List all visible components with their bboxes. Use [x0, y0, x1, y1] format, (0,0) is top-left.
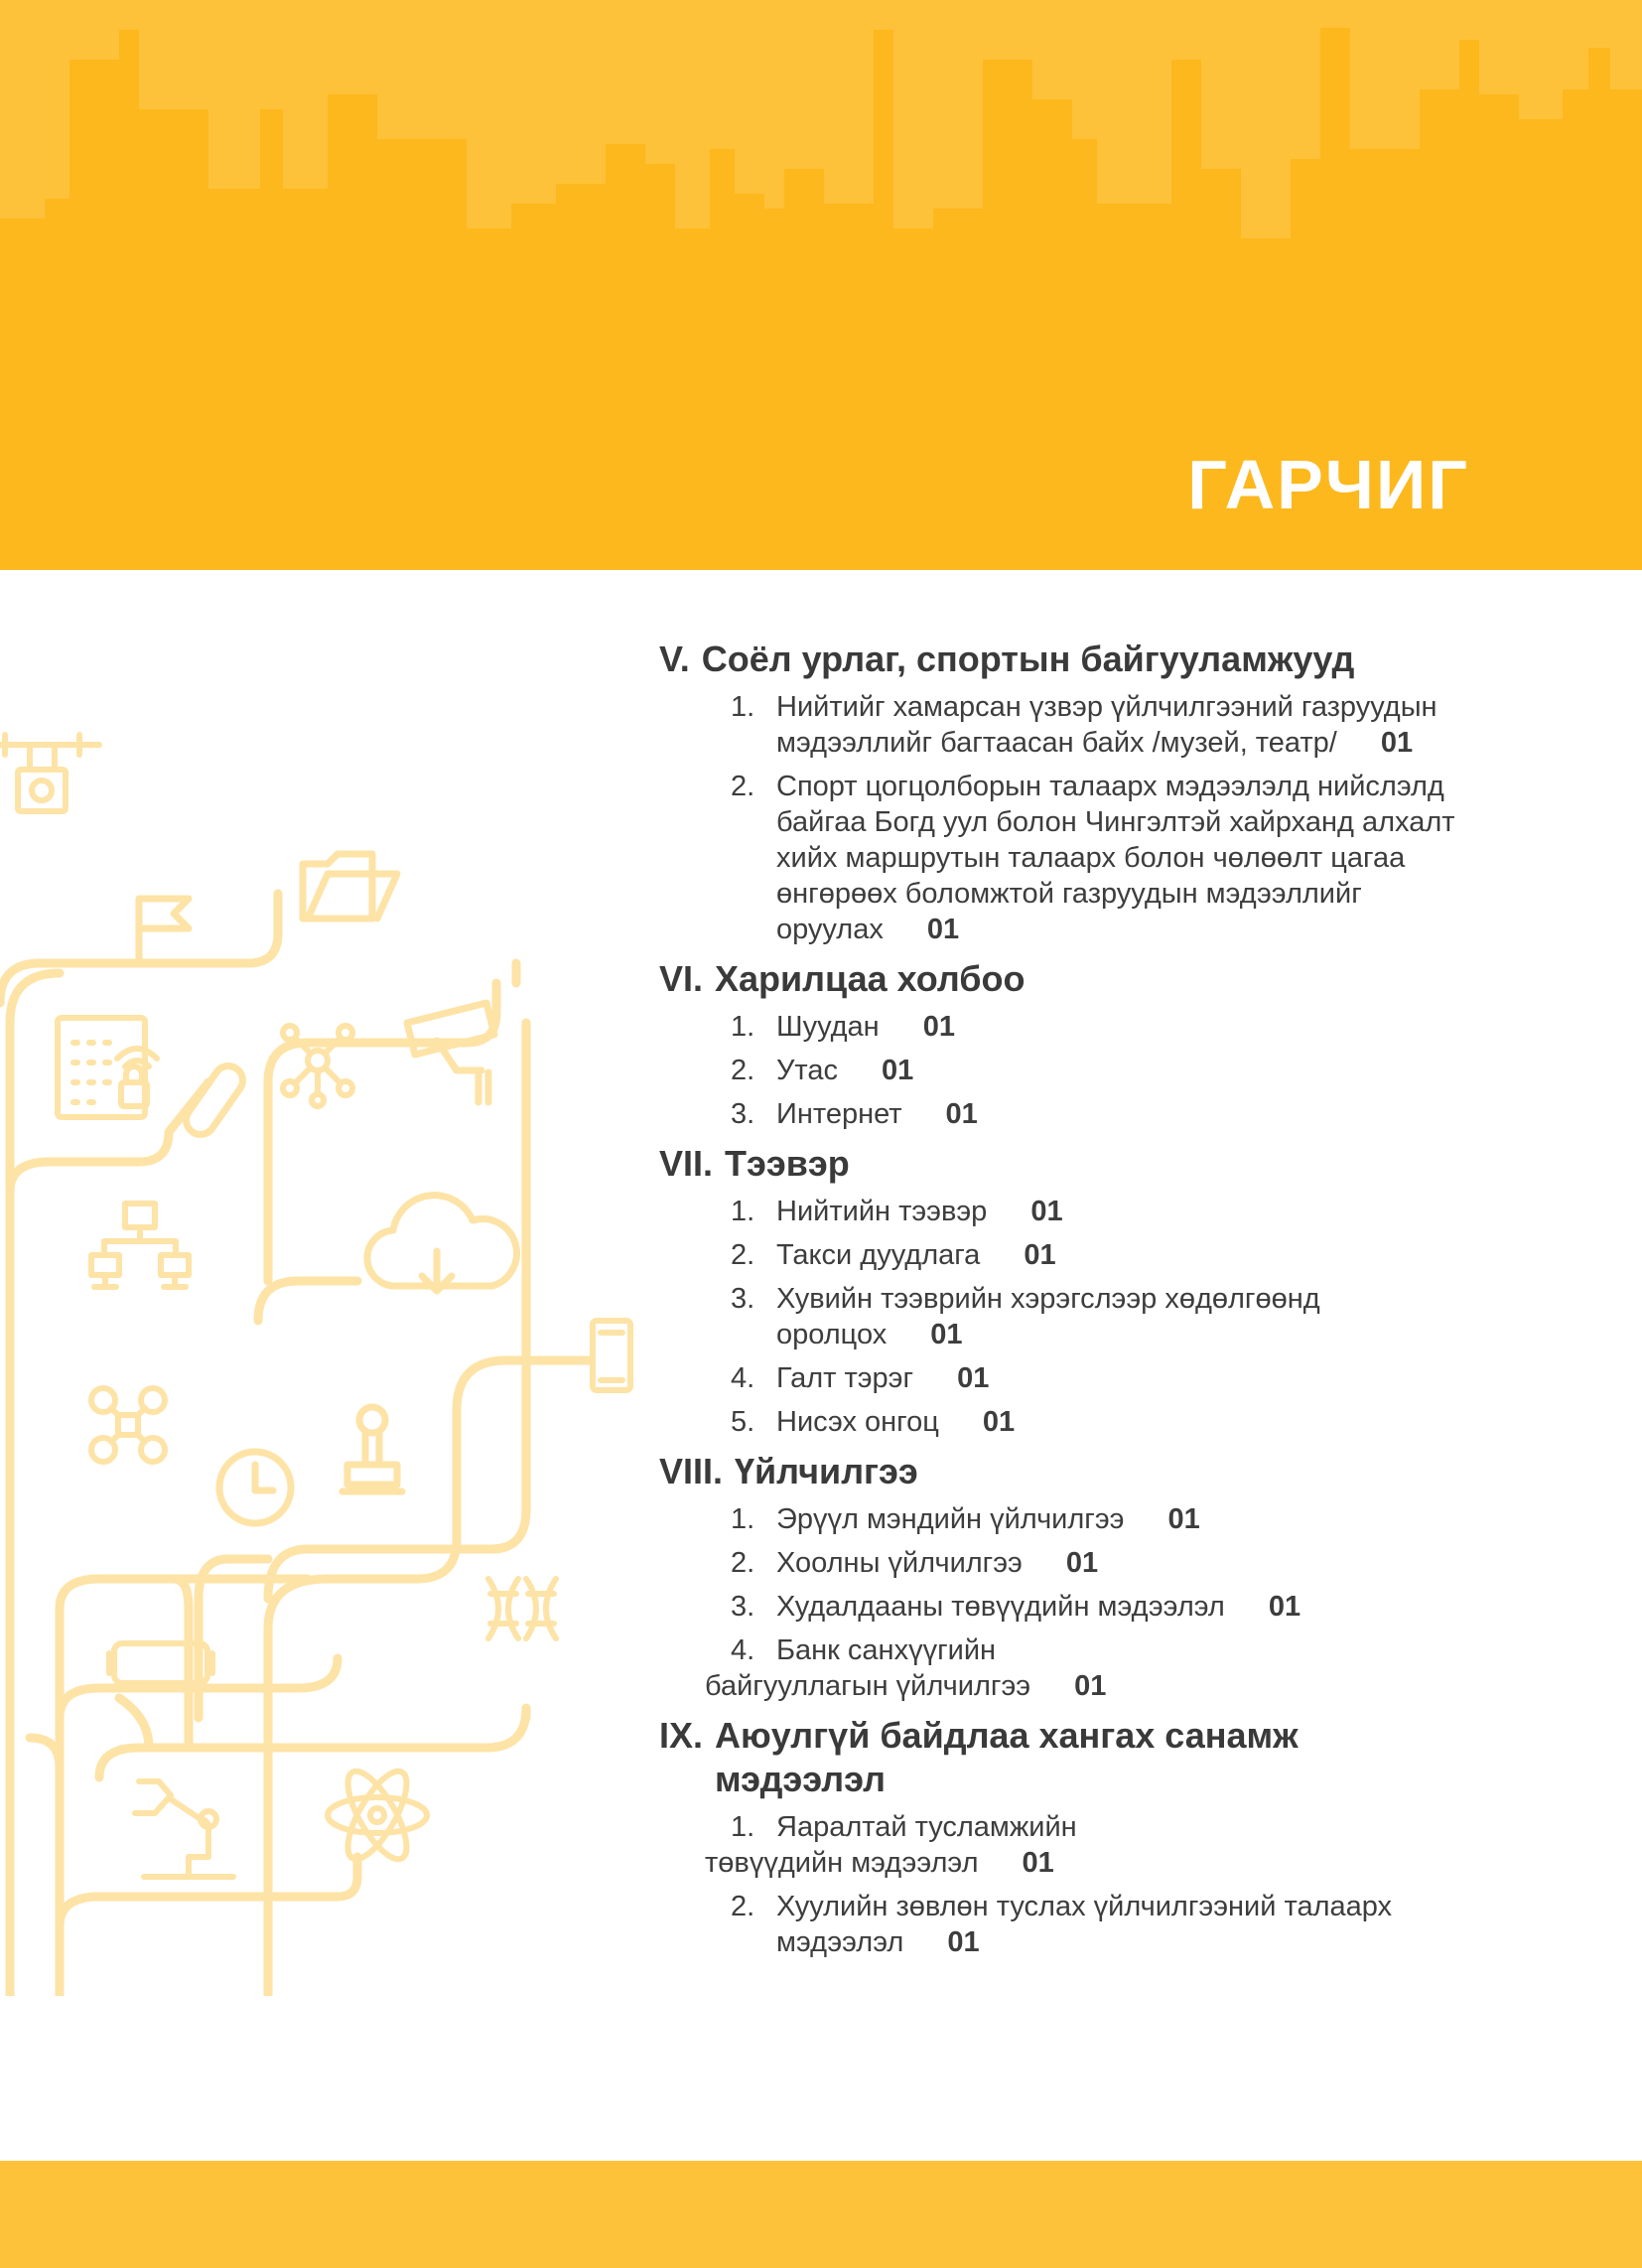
- page-number: 01: [930, 1319, 963, 1350]
- item-number: 3.: [731, 1591, 755, 1623]
- item-number: 1.: [731, 1196, 755, 1227]
- item-text: Эрүүл мэндийн үйлчилгээ: [776, 1503, 1125, 1535]
- section-number: IX.: [659, 1715, 704, 1756]
- page-number: 01: [957, 1362, 990, 1394]
- stamp-icon: [342, 1407, 402, 1491]
- page-number: 01: [1024, 1239, 1056, 1271]
- section-heading: [659, 1142, 1473, 1186]
- toc-item[interactable]: [659, 1009, 1473, 1045]
- item-number: 4.: [731, 1634, 755, 1666]
- wifi-icon: [117, 1049, 157, 1066]
- page-number: 01: [1022, 1847, 1054, 1879]
- item-number: 2.: [731, 1239, 755, 1271]
- toc-section: [659, 1714, 1473, 1960]
- section-heading: [659, 638, 1473, 681]
- section-title: Харилцаа холбоо: [715, 958, 1026, 999]
- page-number: 01: [922, 1011, 955, 1043]
- toc-item[interactable]: [659, 1889, 1473, 1960]
- atom-icon: [328, 1764, 427, 1868]
- section-title: Аюулгүй байдлаа хангах санамж мэдээлэл: [715, 1715, 1299, 1799]
- page-number: 01: [1074, 1670, 1107, 1702]
- section-heading: [659, 957, 1473, 1001]
- toc-item[interactable]: [659, 1632, 1473, 1704]
- item-text: Нийтийг хамарсан үзвэр үйлчилгээний газруудын мэдээллийг багтаасан байх /музей, театр/: [776, 691, 1437, 759]
- item-text: Яаралтай тусламжийн: [776, 1811, 1077, 1843]
- page-number: 01: [926, 914, 960, 945]
- tree-branches: [0, 894, 591, 1996]
- toc-item[interactable]: [659, 1404, 1473, 1440]
- flag-icon: [139, 899, 189, 963]
- item-text: Нийтийн тээвэр: [776, 1196, 988, 1227]
- section-title: Үйлчилгээ: [735, 1451, 918, 1491]
- page-number: 01: [947, 1926, 980, 1958]
- item-number: 3.: [731, 1098, 755, 1130]
- toc-item[interactable]: [659, 1053, 1473, 1088]
- item-text: Нисэх онгоц: [776, 1406, 939, 1438]
- item-text: Такси дуудлага: [776, 1239, 981, 1271]
- clock-icon: [219, 1452, 291, 1523]
- toc-item[interactable]: [659, 1237, 1473, 1273]
- item-text: Банк санхүүгийн: [776, 1634, 997, 1666]
- toc-item[interactable]: [659, 1096, 1473, 1132]
- toc-item[interactable]: [659, 1194, 1473, 1229]
- dna-icon: [488, 1579, 556, 1638]
- page-title: ГАРЧИГ: [1187, 446, 1469, 523]
- item-text-continued: байгууллагын үйлчилгээ: [705, 1670, 1031, 1702]
- item-number: 1.: [731, 1503, 755, 1535]
- section-heading: [659, 1714, 1473, 1801]
- folder-icon: [303, 854, 397, 919]
- page-number: 01: [1065, 1547, 1099, 1579]
- item-text: Шуудан: [776, 1011, 880, 1043]
- page-number: 01: [1167, 1503, 1200, 1535]
- item-text-continued: төвүүдийн мэдээлэл: [705, 1847, 979, 1879]
- section-heading: [659, 1450, 1473, 1493]
- item-text: Хувийн тээврийн хэрэгслээр хөдөлгөөнд оролцох: [776, 1283, 1320, 1350]
- item-text: Утас: [776, 1055, 839, 1086]
- page-number: 01: [945, 1098, 978, 1130]
- toc-item[interactable]: [659, 1501, 1473, 1537]
- page-number: 01: [1268, 1591, 1301, 1623]
- toc-item[interactable]: [659, 1360, 1473, 1396]
- page-number: 01: [882, 1055, 914, 1086]
- security-camera-icon: [407, 1003, 494, 1102]
- tech-tree-illustration: [0, 725, 635, 1996]
- drone-camera-icon: [0, 735, 99, 811]
- toc-item[interactable]: [659, 769, 1473, 947]
- item-text: Интернет: [776, 1098, 902, 1130]
- section-number: VI.: [659, 958, 704, 999]
- item-number: 1.: [731, 1811, 755, 1843]
- item-text: Худалдааны төвүүдийн мэдээлэл: [776, 1591, 1225, 1623]
- toc-item[interactable]: [659, 1809, 1473, 1881]
- toc-item[interactable]: [659, 1589, 1473, 1625]
- item-number: 2.: [731, 1547, 755, 1579]
- header-banner: [0, 0, 1642, 570]
- item-text: Галт тэрэг: [776, 1362, 914, 1394]
- table-of-contents: [659, 638, 1473, 1970]
- robot-arm-icon: [135, 1781, 233, 1877]
- section-title: Соёл урлаг, спортын байгууламжууд: [701, 638, 1355, 679]
- cloud-download-icon: [367, 1196, 517, 1291]
- keypad-lock-icon: [58, 1018, 147, 1117]
- toc-item[interactable]: [659, 1545, 1473, 1581]
- toc-section: [659, 1142, 1473, 1440]
- item-text: Хуулийн зөвлөн туслах үйлчилгээний талаарх мэдээлэл: [776, 1891, 1393, 1958]
- item-number: 4.: [731, 1362, 755, 1394]
- chain-link-icon: [187, 1066, 243, 1135]
- page-number: 01: [1380, 727, 1414, 759]
- section-number: V.: [659, 638, 690, 679]
- item-number: 1.: [731, 691, 755, 723]
- item-text: Спорт цогцолборын талаарх мэдээлэлд нийслэлд байгаа Богд уул болон Чингэлтэй хайрханд алхалт хийх маршрутын талаарх болон чөлөөлт цагаа өнгөрөөх боломжтой газруудын мэдээллийг оруулах: [776, 771, 1455, 945]
- item-number: 1.: [731, 1011, 755, 1043]
- item-number: 2.: [731, 1055, 755, 1086]
- network-hierarchy-icon: [91, 1204, 189, 1287]
- item-number: 2.: [731, 771, 755, 802]
- toc-item[interactable]: [659, 1281, 1473, 1352]
- footer-band: [0, 2161, 1642, 2268]
- toc-item[interactable]: [659, 689, 1473, 761]
- item-number: 5.: [731, 1406, 755, 1438]
- network-nodes-icon: [283, 1026, 352, 1106]
- quadcopter-icon: [91, 1388, 165, 1462]
- section-number: VII.: [659, 1143, 714, 1184]
- toc-section: [659, 638, 1473, 947]
- item-number: 3.: [731, 1283, 755, 1315]
- section-title: Тээвэр: [725, 1143, 850, 1184]
- smartphone-icon: [593, 1321, 630, 1390]
- section-number: VIII.: [659, 1451, 724, 1491]
- toc-section: [659, 957, 1473, 1132]
- item-text: Хоолны үйлчилгээ: [776, 1547, 1023, 1579]
- page-number: 01: [1030, 1196, 1063, 1227]
- page-number: 01: [982, 1406, 1016, 1438]
- toc-section: [659, 1450, 1473, 1704]
- item-number: 2.: [731, 1891, 755, 1922]
